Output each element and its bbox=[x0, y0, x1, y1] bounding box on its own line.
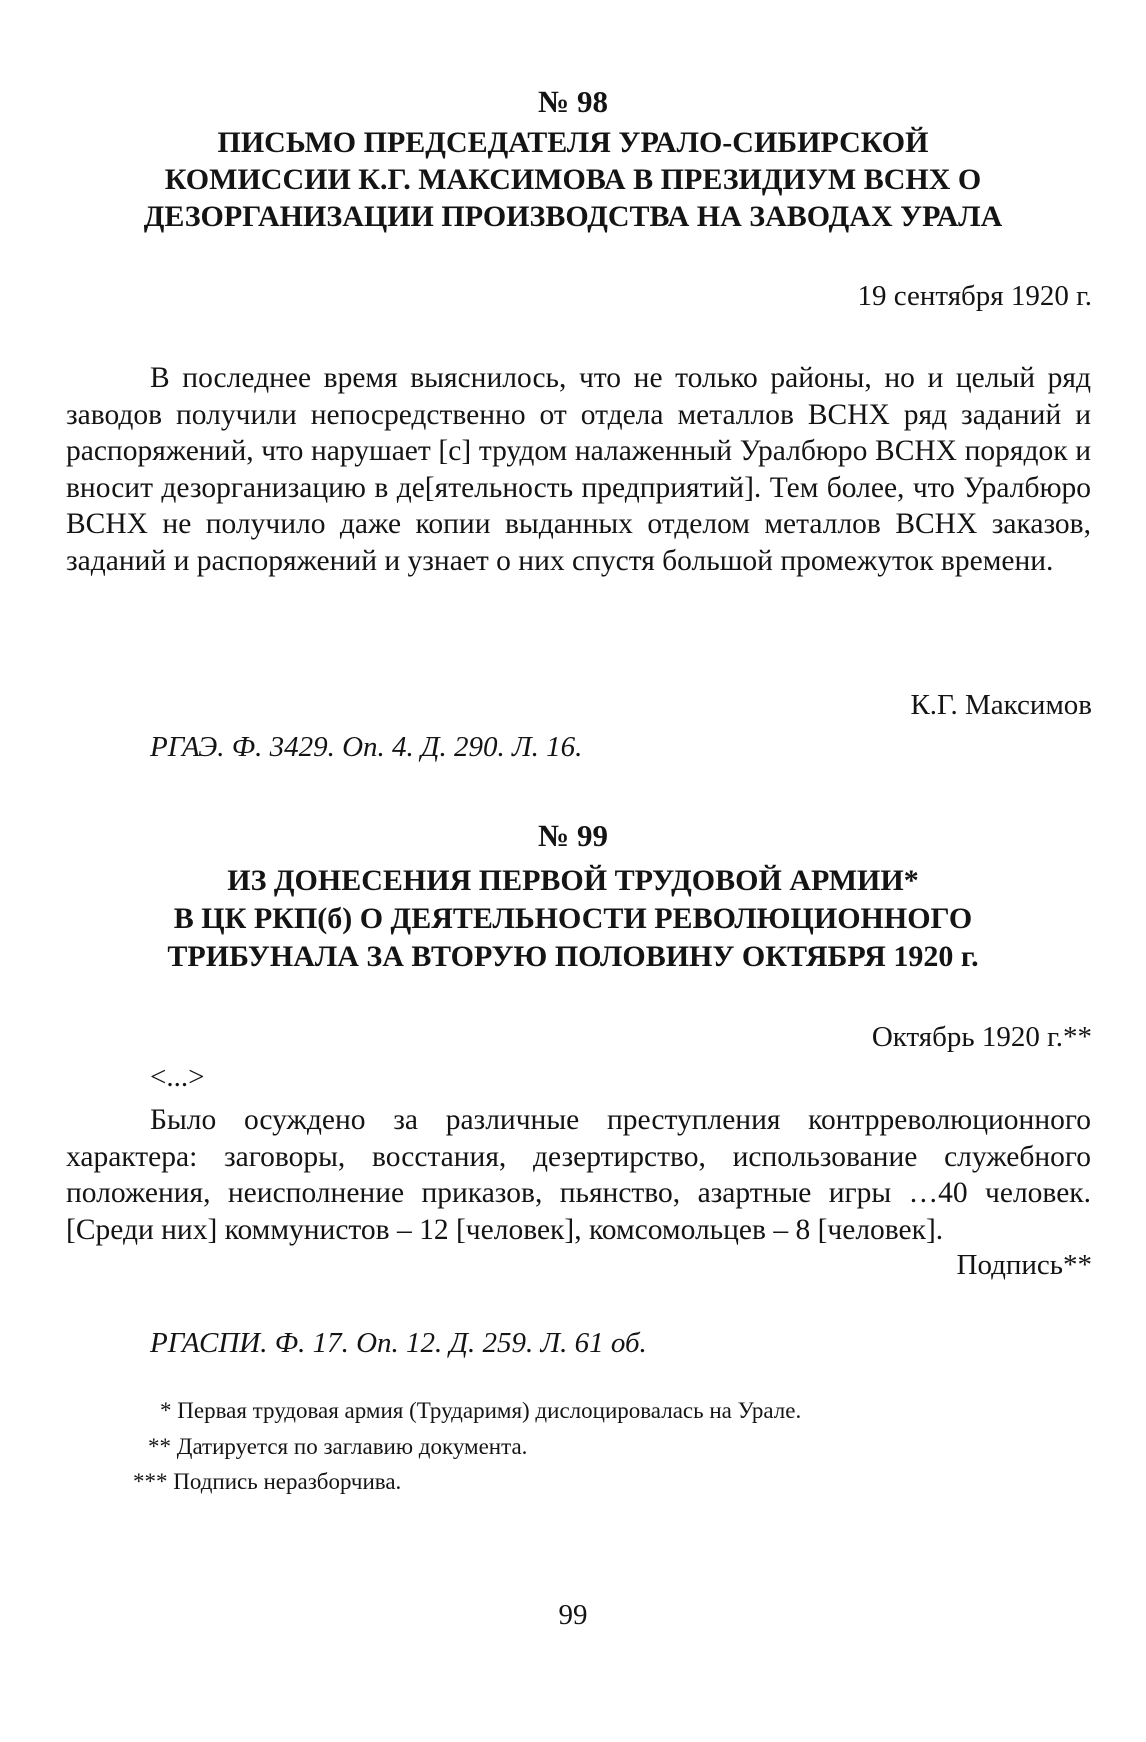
footnote-3: *** Подпись неразборчива. bbox=[133, 1469, 402, 1494]
doc98-number: № 98 bbox=[538, 84, 608, 119]
doc99-title-line-3: ТРИБУНАЛА ЗА ВТОРУЮ ПОЛОВИНУ ОКТЯБРЯ 1920 г. bbox=[167, 940, 979, 973]
doc99-omission: <...> bbox=[150, 1061, 205, 1093]
doc99-date: Октябрь 1920 г.** bbox=[871, 1021, 1092, 1053]
doc98-body-text: В последнее время выяснилось, что не только районы, но и целый ряд заводов получили непосредственно от отдела металлов ВСНХ ряд заданий и распоряжений, что нарушает [с] трудом налаженный Уралбюро ВСНХ порядок и вносит дезорганизацию в де[ятельность предприятий]. Тем более, что Уралбюро ВСНХ не получило даже копии выданных отделом металлов ВСНХ заказов, заданий и распоряжений и узнает о них спустя большой промежуток времени. bbox=[66, 362, 1091, 577]
footnote-1: * Первая трудовая армия (Трударимя) дислоцировалась на Урале. bbox=[160, 1398, 802, 1423]
doc99-body bbox=[66, 1102, 1091, 1248]
doc99-source: РГАСПИ. Ф. 17. Оп. 12. Д. 259. Л. 61 об. bbox=[150, 1327, 647, 1359]
doc98-date: 19 сентября 1920 г. bbox=[857, 280, 1092, 312]
doc98-body bbox=[66, 360, 1091, 579]
doc99-signature: Подпись** bbox=[956, 1249, 1092, 1281]
doc99-body-text: Было осуждено за различные преступления контрреволюционного характера: заговоры, восстания, дезертирство, использование служебного положения, неисполнение приказов, пьянство, азартные игры …40 человек. [Среди них] коммунистов – 12 [человек], комсомольцев – 8 [человек]. bbox=[66, 1104, 1091, 1246]
footnote-2: ** Датируется по заглавию документа. bbox=[148, 1434, 528, 1459]
doc99-title-line-2: В ЦК РКП(б) О ДЕЯТЕЛЬНОСТИ РЕВОЛЮЦИОННОГО bbox=[173, 902, 973, 935]
doc98-title-line-3: ДЕЗОРГАНИЗАЦИИ ПРОИЗВОДСТВА НА ЗАВОДАХ УРАЛА bbox=[143, 200, 1003, 233]
doc98-signature: К.Г. Максимов bbox=[910, 689, 1092, 721]
page-number: 99 bbox=[558, 1599, 588, 1631]
doc98-title-line-1: ПИСЬМО ПРЕДСЕДАТЕЛЯ УРАЛО-СИБИРСКОЙ bbox=[217, 126, 929, 159]
doc99-title-line-1: ИЗ ДОНЕСЕНИЯ ПЕРВОЙ ТРУДОВОЙ АРМИИ* bbox=[227, 864, 919, 897]
doc98-source: РГАЭ. Ф. 3429. Оп. 4. Д. 290. Л. 16. bbox=[150, 731, 583, 763]
doc98-title-line-2: КОМИССИИ К.Г. МАКСИМОВА В ПРЕЗИДИУМ ВСНХ О bbox=[164, 163, 982, 196]
doc99-number: № 99 bbox=[538, 818, 608, 853]
